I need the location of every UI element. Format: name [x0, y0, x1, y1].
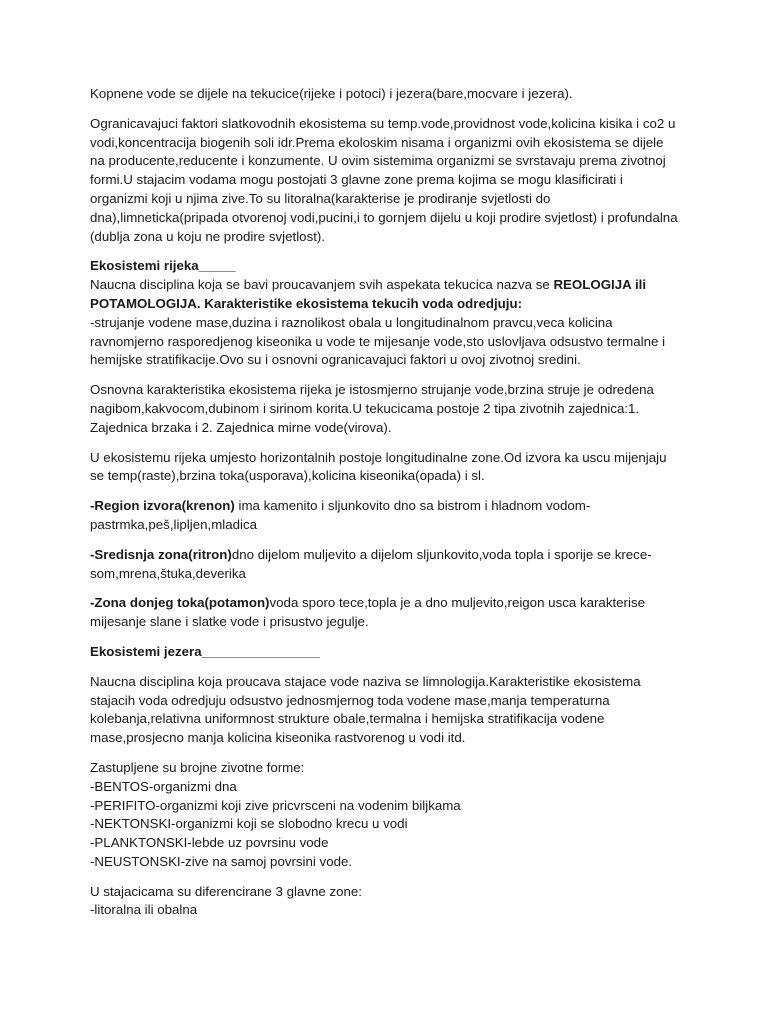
list-item: -BENTOS-organizmi dna — [90, 778, 237, 794]
paragraph-longitudinalne-zone: U ekosistemu rijeka umjesto horizontalnih postoje longitudinalne zone.Od izvora ka uscu mijenjaju se temp(raste),brzina toka(usporava),kolicina kiseonika(opada) i sl. — [90, 449, 667, 484]
paragraph-intro: Kopnene vode se dijele na tekucice(rijeke i potoci) i jezera(bare,mocvare i jezera). — [90, 86, 573, 101]
donji-tok-text: voda sporo tece,topla je a dno muljevito,reigon usca karakterise mijesanje slane i slatke vode i prisustvo jegulje. — [90, 595, 645, 630]
paragraph-ogranicavajuci: Ogranicavajuci faktori slatkovodnih ekosistema su temp.vode,providnost vode,kolicina kisika i co2 u vodi,koncentracija biogenih soli idr.Prema ekoloskim nisama i organizmi ovih ekosistema se dijele na producente,reducente i konzumente. U ovim sistemima organizmi se svrstavaju prema zivotnoj formi.U stajacim vodama mogu postojati 3 glavne zone prema kojima se mogu klasificirati i organizmi koji u njima zive.To su litoralna(karakterise je prodiranje svjetlosti do dna),limneticka(pripada otvorenoj vodi,pucini,i to gornjem dijelu u koji prodire svjetlost) i profundalna (dublja zona u koju ne prodire svjetlost). — [90, 115, 678, 244]
zivotne-forme-heading: Zastupljene su brojne zivotne forme: — [90, 759, 305, 775]
region-izvora-label: -Region izvora(krenon) — [90, 498, 235, 514]
list-item: -litoralna ili obalna — [90, 902, 198, 918]
section-rijeke — [90, 257, 680, 370]
list-item: -NEUSTONSKI-zive na samoj povrsini vode. — [90, 853, 353, 869]
heading-ekosistemi-jezera: Ekosistemi jezera________________ — [90, 643, 320, 659]
paragraph-sredisnja-zona — [90, 546, 680, 584]
section-stajacice — [90, 883, 680, 921]
paragraph-limnologija: Naucna disciplina koja proucava stajace vode naziva se limnologija.Karakteristike ekosistema stajacih voda odredjuju odsustvo jednosmjernog toda vodene mase,manja temperaturna kolebanja,relativna uniformnost strukture obale,termalna i hemijska stratifikacija vodene mase,prosjecno manja kolicina kiseonika rastvorenog u vodi itd. — [90, 673, 641, 746]
paragraph-donji-tok — [90, 594, 680, 632]
rijeke-faktori-text: -strujanje vodene mase,duzina i raznolikost obala u longitudinalnom pravcu,veca kolicina ravnomjerno rasporedjenog kiseonika u vode te mijesanje vode,sto uslovljava odsustvo termalne i hemijske stratifikacije.Ovo su i osnovni ogranicavajuci faktori u ovoj zivotnoj sredini. — [90, 314, 666, 368]
rijeke-intro-bold: REOLOGIJA ili POTAMOLOGIJA. Karakteristike ekosistema tekucih voda odredjuju: — [90, 277, 647, 311]
section-zivotne-forme — [90, 759, 680, 872]
list-item: -PLANKTONSKI-lebde uz povrsinu vode — [90, 835, 329, 851]
document-body — [90, 85, 680, 931]
donji-tok-label: -Zona donjeg toka(potamon) — [90, 595, 270, 611]
sredisnja-zona-label: -Sredisnja zona(ritron) — [90, 546, 232, 562]
paragraph-osnovna-karakteristika: Osnovna karakteristika ekosistema rijeka je istosmjerno strujanje vode,brzina struje je odredena nagibom,kakvocom,dubinom i sirinom korita.U tekucicama postoje 2 tipa zivotnih zajednica:1. Zajednica brzaka i 2. Zajednica mirne vode(virova). — [90, 382, 654, 435]
section-jezera — [90, 643, 680, 662]
rijeke-intro-text: Naucna disciplina koja se bavi proucavanjem svih aspekata tekucica nazva se — [90, 277, 554, 293]
list-item: -PERIFITO-organizmi koji zive pricvrsceni na vodenim biljkama — [90, 797, 461, 813]
heading-ekosistemi-rijeka: Ekosistemi rijeka_____ — [90, 258, 236, 274]
list-item: -NEKTONSKI-organizmi koji se slobodno krecu u vodi — [90, 816, 408, 832]
stajacice-heading: U stajacicama su diferencirane 3 glavne zone: — [90, 883, 362, 899]
region-izvora-text: ima kamenito i sljunkovito dno sa bistrom i hladnom vodom-pastrmka,peš,lipljen,mladica — [90, 498, 591, 532]
sredisnja-zona-text: dno dijelom muljevito a dijelom sljunkovito,voda topla i sporije se krece-som,mrena,štuka,deverika — [90, 546, 652, 581]
paragraph-region-izvora — [90, 497, 680, 535]
